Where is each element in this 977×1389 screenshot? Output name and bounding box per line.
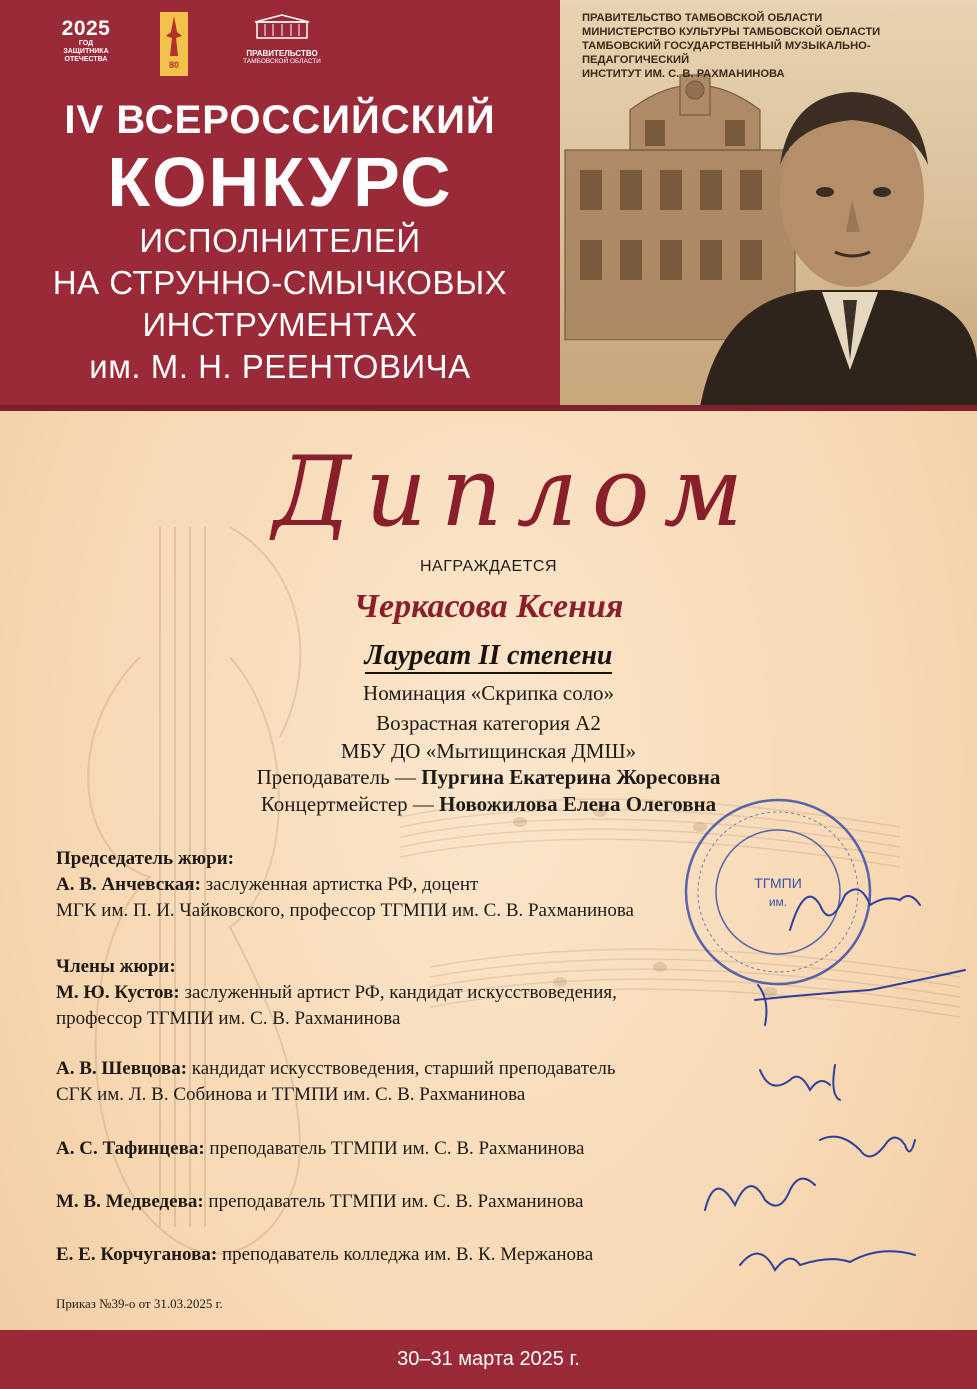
jury-member-name: А. В. Шевцова: — [56, 1058, 188, 1079]
teacher-name: Пургина Екатерина Жоресовна — [421, 765, 721, 789]
order-number: Приказ №39-о от 31.03.2025 г. — [56, 1296, 223, 1311]
nomination: Номинация «Скрипка соло» — [363, 681, 614, 705]
accompanist-label: Концертмейстер — — [260, 792, 440, 816]
diploma-title: Диплом — [272, 436, 758, 548]
jury-member-title: преподаватель колледжа им. В. К. Мержанова — [217, 1244, 594, 1265]
jury-member-title: кандидат искусствоведения, старший преподаватель — [187, 1058, 616, 1079]
jury-member-name: Е. Е. Корчуганова: — [56, 1244, 218, 1265]
medvedeva-signature — [705, 1179, 815, 1210]
competition-dates: 30–31 марта 2025 г. — [397, 1348, 580, 1370]
teacher-label: Преподаватель — — [256, 765, 422, 789]
svg-text:80: 80 — [168, 60, 180, 70]
institute-stamp — [686, 800, 870, 984]
awarded-label: НАГРАЖДАЕТСЯ — [420, 558, 557, 575]
jury-member-title: преподаватель ТГМПИ им. С. В. Рахманинова — [204, 1138, 585, 1159]
jury-members-heading: Члены жюри: — [56, 956, 176, 977]
korchuganova-signature — [740, 1251, 915, 1270]
jury-member-title: преподаватель ТГМПИ им. С. В. Рахманинова — [203, 1191, 584, 1212]
stamp-center-line-1: ТГМПИ — [754, 875, 802, 891]
gov-logo-text: ПРАВИТЕЛЬСТВО — [246, 49, 318, 58]
title-line-2: КОНКУРС — [107, 143, 453, 221]
jury-chair-title-2: МГК им. П. И. Чайковского, профессор ТГМПИ им. С. В. Рахманинова — [56, 900, 634, 921]
jury-member-name: А. С. Тафинцева: — [56, 1138, 205, 1159]
title-line-3: ИСПОЛНИТЕЛЕЙ — [139, 222, 421, 259]
title-line-1: IV ВСЕРОССИЙСКИЙ — [64, 98, 496, 142]
org-line: ТАМБОВСКИЙ ГОСУДАРСТВЕННЫЙ МУЗЫКАЛЬНО-ПЕДАГОГИЧЕСКИЙ — [582, 40, 871, 66]
tafintseva-signature — [820, 1137, 915, 1157]
age-category: Возрастная категория А2 — [376, 711, 601, 735]
chair-signature — [790, 889, 920, 930]
jury-member-name: М. В. Медведева: — [56, 1191, 204, 1212]
jury-member-name: М. Ю. Кустов: — [56, 982, 180, 1003]
logo-year: 2025 — [61, 17, 111, 40]
jury-member-title-2: СГК им. Л. В. Собинова и ТГМПИ им. С. В. Рахманинова — [56, 1084, 526, 1105]
jury-chair-name: А. В. Анчевская: — [56, 874, 201, 895]
laureate-degree-text: Лауреат II степени — [365, 640, 613, 674]
stamp-center-line-2: им. — [768, 895, 788, 909]
school: МБУ ДО «Мытищинская ДМШ» — [340, 739, 637, 763]
gov-logo-sub: ТАМБОВСКОЙ ОБЛАСТИ — [243, 58, 321, 65]
shevtsova-signature — [760, 1065, 840, 1100]
jury-member-title-2: профессор ТГМПИ им. С. В. Рахманинова — [56, 1008, 401, 1029]
jury-chair-heading: Председатель жюри: — [56, 848, 234, 869]
title-line-6: им. М. Н. РЕЕНТОВИЧА — [89, 348, 471, 385]
org-line: МИНИСТЕРСТВО КУЛЬТУРЫ ТАМБОВСКОЙ ОБЛАСТИ — [582, 26, 881, 38]
jury-member-title: заслуженный артист РФ, кандидат искусствоведения, — [179, 982, 617, 1003]
accompanist-name: Новожилова Елена Олеговна — [439, 792, 717, 816]
title-line-4: НА СТРУННО-СМЫЧКОВЫХ — [52, 264, 508, 301]
logo-year-text: ГОД ЗАЩИТНИКА ОТЕЧЕСТВА — [63, 40, 109, 63]
org-line: ИНСТИТУТ ИМ. С. В. РАХМАНИНОВА — [582, 68, 785, 80]
org-line: ПРАВИТЕЛЬСТВО ТАМБОВСКОЙ ОБЛАСТИ — [582, 12, 823, 24]
jury-chair-title: заслуженная артистка РФ, доцент — [200, 874, 479, 895]
kustov-signature — [755, 970, 965, 1025]
recipient-name: Черкасова Ксения — [353, 588, 624, 625]
title-line-5: ИНСТРУМЕНТАХ — [142, 306, 418, 343]
